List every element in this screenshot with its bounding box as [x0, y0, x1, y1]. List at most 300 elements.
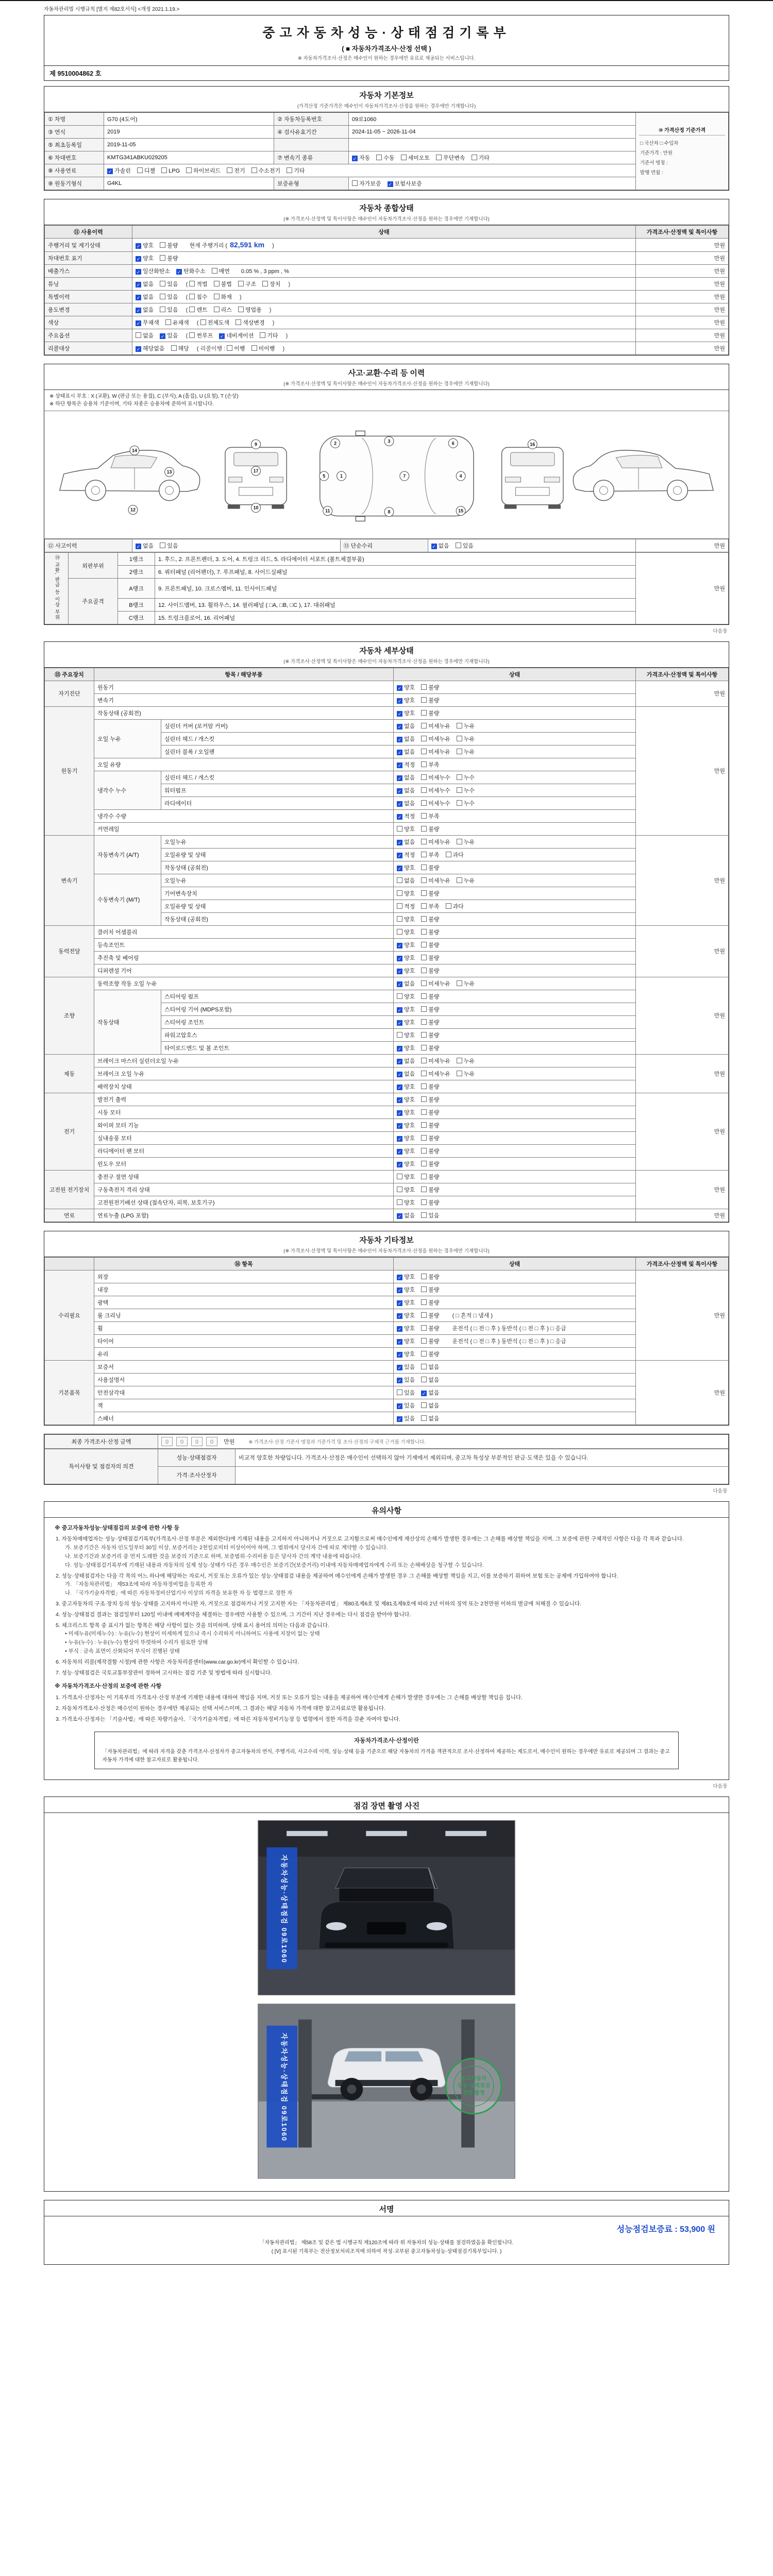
checkbox-label: 불량 — [428, 710, 440, 717]
signature-statement-1: 「자동차관리법」 제58조 및 같은 법 시행규칙 제120조에 따라 위 자동차의 성능·상태를 점검하였음을 확인합니다. — [259, 2240, 514, 2246]
checkbox-item[interactable] — [397, 1044, 415, 1052]
checkbox-item[interactable] — [136, 318, 159, 327]
item-label: 오일유량 및 상태 — [161, 848, 394, 861]
checkbox-item[interactable] — [287, 166, 305, 175]
checkbox-item[interactable] — [397, 902, 415, 910]
price-cell: 만원 — [636, 681, 729, 706]
checkbox-item[interactable] — [107, 166, 131, 175]
checkbox-item[interactable] — [160, 241, 178, 249]
checkbox-item[interactable] — [136, 331, 154, 340]
notice-item: 2. 성능·상태점검자는 다음 각 목의 어느 하나에 해당하는 자로서, 거짓 또는 오류가 있는 성능·상태점검 내용을 제공하여 매수인에게 손해가 발생한 경우 그 손해를 배상할 책임을 지고, 이를 보증하기 위하여 보험 또는 공제에 가입하여야 합니다. — [56, 1572, 618, 1579]
checkbox-item[interactable] — [421, 1414, 439, 1422]
checkbox-box: ✓ — [397, 737, 402, 742]
checkbox-item[interactable] — [262, 280, 280, 288]
checkbox-item[interactable] — [457, 773, 475, 782]
checkbox-label: 적법 — [196, 281, 208, 287]
checkbox-box: ✓ — [397, 1084, 402, 1090]
checkbox-item[interactable] — [421, 1376, 439, 1384]
checkbox-item[interactable] — [397, 1160, 415, 1168]
price-cell: 만원 — [636, 1209, 729, 1222]
checkbox-item[interactable] — [421, 1108, 439, 1116]
checkbox-item[interactable] — [397, 1298, 415, 1307]
checkbox-box: ✓ — [177, 269, 181, 275]
price-cell: 만원 — [636, 706, 729, 835]
checkbox-item[interactable] — [397, 838, 415, 846]
checkbox-item[interactable] — [397, 1324, 415, 1332]
checkbox-item[interactable] — [189, 306, 207, 314]
checkbox-box — [421, 1032, 427, 1038]
checkbox-item[interactable] — [160, 541, 178, 550]
checkbox-item[interactable] — [397, 786, 415, 794]
checkbox-item[interactable] — [421, 1350, 439, 1358]
checkbox-item[interactable] — [397, 760, 415, 769]
checkbox-label: LPG — [169, 168, 180, 174]
checkbox-label: 없음 — [404, 1058, 415, 1064]
checkbox-item[interactable] — [397, 1198, 415, 1207]
checkbox-item[interactable] — [352, 154, 370, 162]
checkbox-item[interactable] — [457, 786, 475, 794]
price-cell: 만원 — [636, 1093, 729, 1170]
item-label: 스티어링 조인트 — [161, 1015, 394, 1028]
checkbox-item[interactable] — [457, 876, 475, 885]
checkbox-item[interactable] — [421, 941, 439, 949]
checkbox-item[interactable] — [260, 331, 278, 340]
checkbox-item[interactable] — [397, 735, 415, 743]
checkbox-item[interactable] — [421, 799, 450, 807]
checkbox-item[interactable] — [238, 280, 256, 288]
basic-info-title: 자동차 기본정보 — [359, 91, 414, 100]
svg-text:5: 5 — [323, 473, 326, 479]
overall-row — [45, 239, 729, 252]
checkbox-label: 전기 — [234, 168, 245, 174]
checkbox-item[interactable] — [421, 1198, 439, 1207]
checkbox-item[interactable] — [421, 851, 439, 859]
checkbox-item[interactable] — [401, 154, 430, 162]
checkbox-box — [421, 916, 427, 922]
notice-item: 3. 중고자동차의 구조·장치 등의 성능·상태를 고지하지 아니한 자, 거짓으로 점검하거나 거짓 고지한 자는 「자동차관리법」 제80조제6호 및 제81조제9호에 따라 2년 이하의 징역 또는 2천만원 이하의 벌금에 처해질 수 있습니다. — [56, 1601, 582, 1607]
checkbox-item[interactable] — [421, 902, 439, 910]
checkbox-item[interactable] — [397, 1337, 415, 1345]
checkbox-item[interactable] — [397, 992, 415, 1001]
checkbox-item[interactable] — [397, 1285, 415, 1294]
checkbox-label: 미세누수 — [428, 787, 450, 794]
status-cell — [394, 1360, 636, 1373]
checkbox-item[interactable] — [421, 1401, 439, 1410]
checkbox-label: 과다 — [452, 903, 464, 910]
item-label: 연료누출 (LPG 포함) — [94, 1209, 394, 1222]
basic-row — [45, 164, 729, 177]
checkbox-item[interactable] — [397, 1401, 415, 1410]
overall-row — [45, 291, 729, 303]
checkbox-item[interactable] — [431, 541, 449, 550]
checkbox-item[interactable] — [397, 1057, 415, 1065]
checkbox-item[interactable] — [176, 267, 206, 275]
car-diagram-svg — [48, 414, 725, 535]
checkbox-label: 장치 — [270, 281, 281, 287]
checkbox-item[interactable] — [397, 1018, 415, 1026]
item-label: 발전기 출력 — [94, 1093, 394, 1106]
checkbox-box: ✓ — [397, 685, 402, 691]
checkbox-item[interactable] — [397, 1031, 415, 1039]
checkbox-item[interactable] — [457, 1070, 475, 1078]
checkbox-item[interactable] — [421, 696, 439, 704]
checkbox-item[interactable] — [397, 1082, 415, 1091]
inspection-photo-lift — [258, 2004, 515, 2179]
checkbox-item[interactable] — [397, 1211, 415, 1219]
checkbox-item[interactable] — [421, 1273, 439, 1281]
checkbox-item[interactable] — [136, 254, 154, 262]
checkbox-item[interactable] — [189, 280, 207, 288]
checkbox-item[interactable] — [421, 1147, 439, 1155]
extra-text: 현재 주행거리 ( — [189, 243, 229, 249]
checkbox-label: 미세누유 — [428, 1071, 450, 1077]
status-cell — [394, 745, 636, 758]
checkbox-item[interactable] — [397, 928, 415, 936]
checkbox-label: 없음 — [404, 774, 415, 781]
checkbox-item[interactable] — [421, 1018, 439, 1026]
checkbox-item[interactable] — [227, 344, 245, 352]
checkbox-item[interactable] — [161, 167, 180, 174]
device-row — [45, 758, 729, 771]
checkbox-item[interactable] — [189, 293, 207, 301]
checkbox-item[interactable] — [397, 915, 415, 923]
checkbox-item[interactable] — [397, 1350, 415, 1358]
overall-row — [45, 342, 729, 355]
checkbox-group — [136, 543, 184, 549]
checkbox-label: 미세누유 — [428, 749, 450, 755]
checkbox-item[interactable] — [421, 1044, 439, 1052]
checkbox-label: 불법 — [221, 281, 232, 287]
checkbox-item[interactable] — [136, 241, 154, 249]
checkbox-item[interactable] — [397, 722, 415, 730]
checkbox-item[interactable] — [397, 1185, 415, 1194]
checkbox-item[interactable] — [421, 1388, 439, 1397]
checkbox-item[interactable] — [421, 812, 439, 820]
checkbox-box — [421, 1135, 427, 1141]
checkbox-item[interactable] — [421, 1285, 439, 1294]
item-label: 작동상태 (공회전) — [94, 706, 394, 719]
checkbox-item[interactable] — [397, 1414, 415, 1422]
checkbox-box: ✓ — [397, 1072, 402, 1077]
checkbox-group — [200, 320, 271, 326]
checkbox-item[interactable] — [397, 876, 415, 885]
status-cell — [394, 1412, 636, 1425]
checkbox-item[interactable] — [421, 979, 450, 988]
checkbox-item[interactable] — [457, 1057, 475, 1065]
inspection-photo-engine-bay — [258, 1820, 515, 1995]
checkbox-item[interactable] — [397, 1388, 415, 1397]
separator: ( — [184, 281, 190, 287]
checkbox-item[interactable] — [421, 722, 450, 730]
checkbox-item[interactable] — [214, 293, 232, 301]
checkbox-item[interactable] — [397, 1108, 415, 1116]
checkbox-item[interactable] — [421, 709, 439, 717]
overall-row — [45, 329, 729, 342]
checkbox-group — [397, 1058, 481, 1064]
exchange-row — [45, 598, 729, 611]
column-header: 상태 — [132, 226, 636, 239]
checkbox-label: 없음 — [428, 1415, 440, 1422]
checkbox-box: ✓ — [397, 788, 402, 794]
checkbox-item[interactable] — [421, 1311, 439, 1319]
checkbox-item[interactable] — [137, 166, 155, 175]
checkbox-item[interactable] — [457, 979, 475, 988]
checkbox-item[interactable] — [236, 318, 265, 327]
checkbox-item[interactable] — [457, 722, 475, 730]
checkbox-item[interactable] — [397, 825, 415, 833]
checkbox-item[interactable] — [421, 992, 439, 1001]
checkbox-label: 누유 — [463, 1058, 475, 1064]
checkbox-item[interactable] — [421, 1298, 439, 1307]
device-row — [45, 951, 729, 964]
checkbox-label: 양호 — [404, 865, 415, 871]
device-row — [45, 1334, 729, 1347]
checkbox-label: 양호 — [404, 1174, 415, 1180]
field-label: ⑦ 변속기 종류 — [274, 151, 349, 164]
checkbox-item[interactable] — [421, 838, 450, 846]
item-label: 충전구 절연 상태 — [94, 1170, 394, 1183]
detail-table — [44, 668, 729, 1222]
checkbox-item[interactable] — [421, 1160, 439, 1168]
subgroup-label: 자동변속기 (A/T) — [94, 835, 161, 874]
checkbox-item[interactable] — [397, 683, 415, 691]
checkbox-box — [421, 761, 427, 767]
checkbox-item[interactable] — [212, 267, 230, 275]
checkbox-item[interactable] — [397, 799, 415, 807]
checkbox-item[interactable] — [397, 1121, 415, 1129]
checkbox-item[interactable] — [238, 306, 262, 314]
checkbox-item[interactable] — [446, 902, 464, 910]
checkbox-item[interactable] — [421, 1121, 439, 1129]
checkbox-item[interactable] — [397, 1273, 415, 1281]
device-row — [45, 822, 729, 835]
checkbox-box: ✓ — [397, 1339, 402, 1345]
checkbox-item[interactable] — [160, 280, 178, 288]
checkbox-item[interactable] — [397, 696, 415, 704]
checkbox-group — [136, 320, 195, 326]
checkbox-item[interactable] — [397, 1376, 415, 1384]
checkbox-item[interactable] — [397, 1095, 415, 1104]
column-header: ⑮ 주요장치 — [45, 668, 94, 681]
checkbox-label: 불량 — [428, 1135, 440, 1142]
checkbox-box: ✓ — [397, 1110, 402, 1116]
checkbox-item[interactable] — [397, 1070, 415, 1078]
definition-text: 「자동차관리법」에 따라 자격을 갖춘 가격조사·산정자가 중고자동차의 연식, 주행거리, 사고수리 이력, 성능·상태 등을 기준으로 해당 자동차의 가격을 객관적으로 조사·산정하여 제공하는 제도로서, 매수인이 원하는 경우에만 유료로 제공되며 그 결과는 중고자동차 가격에 대한 참고자료로 활용됩니다. — [102, 1749, 670, 1763]
checkbox-label: 양호 — [404, 890, 415, 897]
checkbox-item[interactable] — [446, 851, 464, 859]
overall-note: (※ 가격조사·산정액 및 특이사항은 매수인이 자동차가격조사·산정을 원하는 경우에만 기재합니다) — [44, 215, 729, 225]
checkbox-item[interactable] — [421, 876, 450, 885]
signature-title: 서명 — [44, 2200, 729, 2216]
checkbox-item[interactable] — [421, 1337, 439, 1345]
checkbox-item[interactable] — [186, 166, 221, 175]
checkbox-item[interactable] — [397, 1005, 415, 1013]
checkbox-item[interactable] — [457, 748, 475, 756]
checkbox-item[interactable] — [421, 928, 439, 936]
column-header — [45, 1257, 94, 1270]
notice-title: 유의사항 — [44, 1502, 729, 1518]
device-row — [45, 1386, 729, 1399]
checkbox-item[interactable] — [397, 954, 415, 962]
car-rear-view — [502, 447, 563, 509]
checkbox-item[interactable] — [136, 280, 154, 288]
checkbox-item[interactable] — [251, 166, 281, 175]
checkbox-label: 불량 — [428, 1187, 440, 1193]
price-basis-label: ⑩ 가격산정 기준가격 — [639, 126, 725, 135]
device-row — [45, 1270, 729, 1283]
checkbox-box — [401, 155, 407, 160]
extra-text: 운전석 ( □ 전 □ 후 ) 동반석 ( □ 전 □ 후 ) □ 응급 — [450, 1338, 566, 1345]
checkbox-label: 불량 — [428, 890, 440, 897]
checkbox-item[interactable] — [421, 863, 439, 872]
checkbox-item[interactable] — [136, 344, 165, 352]
checkbox-item[interactable] — [171, 344, 189, 352]
checkbox-label: 기타 — [294, 168, 305, 174]
status-cell — [394, 1296, 636, 1309]
checkbox-item[interactable] — [421, 1211, 439, 1219]
checkbox-item[interactable] — [219, 331, 254, 340]
checkbox-box — [457, 736, 462, 741]
checkbox-item[interactable] — [397, 863, 415, 872]
section-accident-history — [44, 364, 729, 625]
checkbox-item[interactable] — [456, 541, 474, 550]
engine-bay — [340, 1888, 434, 1902]
checkbox-item[interactable] — [165, 318, 189, 327]
checkbox-item[interactable] — [421, 1173, 439, 1181]
checkbox-item[interactable] — [397, 1134, 415, 1142]
item-label: 추진축 및 베어링 — [94, 951, 394, 964]
checkbox-box — [457, 980, 462, 986]
checkbox-item[interactable] — [421, 1031, 439, 1039]
checkbox-item[interactable] — [421, 889, 439, 897]
checkbox-item[interactable] — [436, 154, 465, 162]
field-value: 2019-11-05 — [104, 139, 274, 151]
checkbox-item[interactable] — [397, 1311, 415, 1319]
checkbox-box — [397, 1174, 402, 1179]
checkbox-item[interactable] — [472, 154, 490, 162]
checkbox-box: ✓ — [136, 347, 141, 352]
checkbox-item[interactable] — [421, 825, 439, 833]
checkbox-item[interactable] — [421, 735, 450, 743]
checkbox-group — [397, 1020, 446, 1026]
checkbox-group — [397, 1084, 446, 1090]
checkbox-box — [456, 543, 461, 548]
checkbox-item[interactable] — [397, 967, 415, 975]
checkbox-item[interactable] — [421, 915, 439, 923]
checkbox-group — [397, 1313, 446, 1319]
stamp-line-3: 장면 촬영 — [462, 2090, 485, 2096]
checkbox-label: 해당 — [178, 346, 189, 352]
checkbox-item[interactable] — [214, 306, 232, 314]
checkbox-label: 불량 — [428, 1122, 440, 1129]
checkbox-item[interactable] — [421, 1363, 439, 1371]
checkbox-item[interactable] — [421, 1070, 450, 1078]
checkbox-item[interactable] — [421, 1095, 439, 1104]
checkbox-item[interactable] — [397, 889, 415, 897]
checkbox-item[interactable] — [136, 267, 170, 275]
checkbox-item[interactable] — [397, 941, 415, 949]
device-row — [45, 1360, 729, 1373]
checkbox-item[interactable] — [251, 344, 275, 352]
checkbox-box: ✓ — [397, 981, 402, 987]
checkbox-item[interactable] — [421, 1082, 439, 1091]
checkbox-label: 있음 — [404, 1415, 415, 1422]
checkbox-item[interactable] — [421, 786, 450, 794]
etc-table — [44, 1257, 729, 1425]
checkbox-box — [421, 1019, 427, 1025]
checkbox-item[interactable] — [421, 954, 439, 962]
checkbox-group — [397, 994, 446, 1000]
checkbox-label: 있음 — [167, 307, 178, 313]
checkbox-item[interactable] — [189, 331, 213, 340]
checkbox-box — [421, 1325, 427, 1331]
item-label: 리콜대상 — [45, 342, 132, 355]
checkbox-group — [397, 826, 446, 833]
extra-text: 0.05 % , 3 ppm , % — [241, 268, 289, 275]
svg-text:2: 2 — [334, 440, 337, 446]
status-cell — [394, 951, 636, 964]
checkbox-item[interactable] — [227, 166, 245, 175]
checkbox-item[interactable] — [457, 799, 475, 807]
mileage-value: 82,591 km — [230, 241, 265, 249]
checkbox-item[interactable] — [136, 293, 154, 301]
checkbox-group — [397, 801, 481, 807]
checkbox-item[interactable] — [421, 760, 439, 769]
checkbox-item[interactable] — [352, 179, 381, 188]
checkbox-label: 양호 — [404, 1045, 415, 1052]
checkbox-item[interactable] — [160, 293, 178, 301]
checkbox-item[interactable] — [397, 773, 415, 782]
checkbox-item[interactable] — [457, 838, 475, 846]
checkbox-item[interactable] — [397, 1173, 415, 1181]
checkbox-item[interactable] — [388, 179, 422, 188]
checkbox-item[interactable] — [421, 1134, 439, 1142]
checkbox-item[interactable] — [397, 748, 415, 756]
table-header-row — [45, 226, 729, 239]
checkbox-item[interactable] — [397, 1147, 415, 1155]
checkbox-item[interactable] — [200, 318, 230, 327]
checkbox-item[interactable] — [457, 735, 475, 743]
checkbox-label: 양호 — [404, 1006, 415, 1013]
checkbox-item[interactable] — [397, 812, 415, 820]
checkbox-item[interactable] — [421, 1057, 450, 1065]
checkbox-item[interactable] — [421, 967, 439, 975]
checkbox-item[interactable] — [214, 280, 232, 288]
checkbox-item[interactable] — [421, 748, 450, 756]
checkbox-item[interactable] — [160, 254, 178, 262]
checkbox-item[interactable] — [397, 979, 415, 988]
price-cell: 만원 — [636, 291, 729, 303]
device-label: 연료 — [45, 1209, 94, 1222]
checkbox-item[interactable] — [136, 541, 154, 550]
device-row — [45, 1321, 729, 1334]
checkbox-item[interactable] — [376, 154, 394, 162]
checkbox-item[interactable] — [421, 1324, 439, 1332]
checkbox-item[interactable] — [160, 331, 178, 340]
notice-heading: ※ 중고자동차성능·상태점검의 보증에 관한 사항 등 — [55, 1524, 180, 1531]
checkbox-item[interactable] — [160, 306, 178, 314]
checkbox-item[interactable] — [397, 851, 415, 859]
checkbox-item[interactable] — [397, 709, 415, 717]
checkbox-item[interactable] — [421, 1185, 439, 1194]
section-basic-info — [44, 86, 729, 191]
checkbox-item[interactable] — [421, 683, 439, 691]
checkbox-item[interactable] — [397, 1363, 415, 1371]
checkbox-item[interactable] — [421, 1005, 439, 1013]
checkbox-item[interactable] — [421, 773, 450, 782]
checkbox-label: 양호 — [404, 1096, 415, 1103]
checkbox-item[interactable] — [136, 306, 154, 314]
